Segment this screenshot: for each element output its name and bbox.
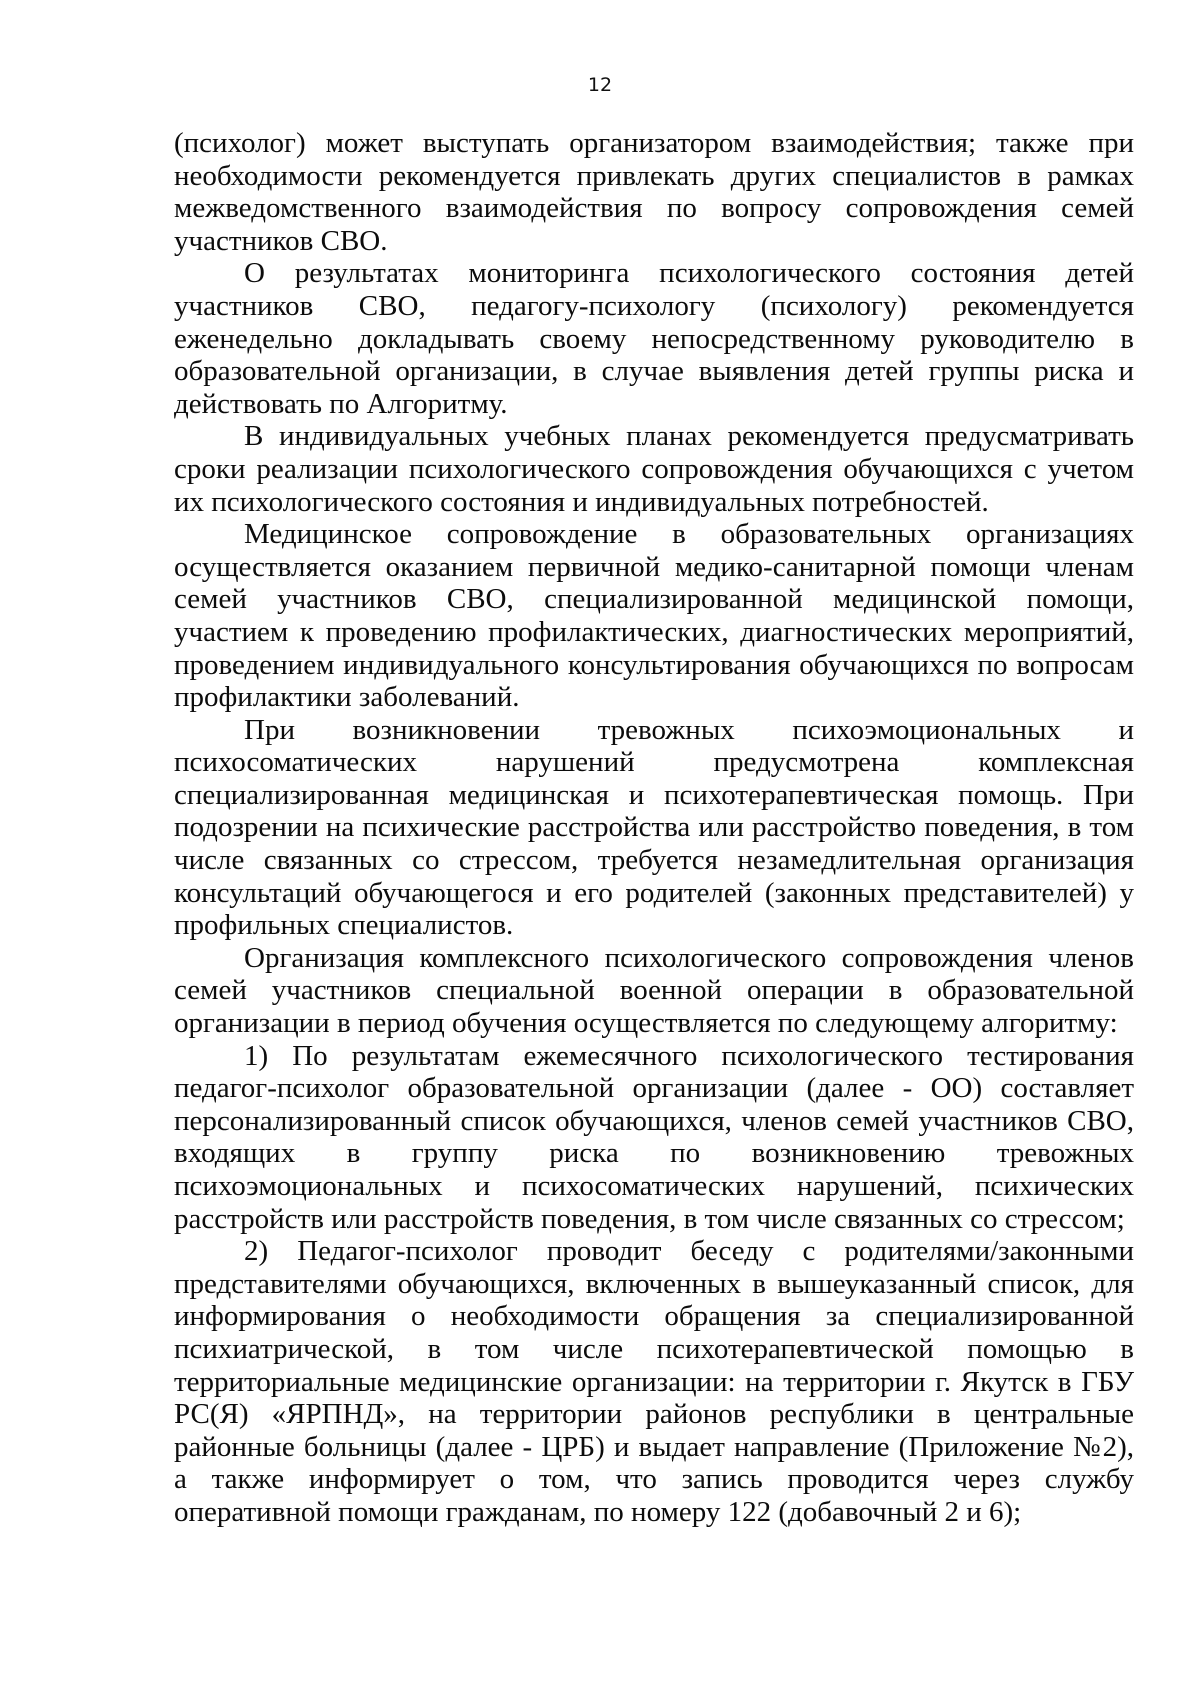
list-item-1: 1) По результатам ежемесячного психологического тестирования педагог-психолог образовательной организации (далее - ОО) составляет персонализированный список обучающихся, членов семей участников СВО, входящих в группу риска по возникновению тревожных психоэмоциональных и психосоматических нарушений, психических расстройств или расстройств поведения, в том числе связанных со стрессом;: [174, 1039, 1134, 1235]
paragraph-continuation: (психолог) может выступать организатором взаимодействия; также при необходимости рекомендуется привлекать других специалистов в рамках межведомственного взаимодействия по вопросу сопровождения семей участников СВО.: [174, 127, 1134, 257]
paragraph-individual-plans: В индивидуальных учебных планах рекомендуется предусматривать сроки реализации психологического сопровождения обучающихся с учетом их психологического состояния и индивидуальных потребностей.: [174, 420, 1134, 518]
paragraph-disorders-assistance: При возникновении тревожных психоэмоциональных и психосоматических нарушений предусмотрена комплексная специализированная медицинская и психотерапевтическая помощь. При подозрении на психические расстройства или расстройство поведения, в том числе связанных со стрессом, требуется незамедлительная организация консультаций обучающегося и его родителей (законных представителей) у профильных специалистов.: [174, 713, 1134, 942]
paragraph-algorithm-intro: Организация комплексного психологического сопровождения членов семей участников специальной военной операции в образовательной организации в период обучения осуществляется по следующему алгоритму:: [174, 941, 1134, 1040]
paragraph-medical-support: Медицинское сопровождение в образовательных организациях осуществляется оказанием первичной медико-санитарной помощи членам семей участников СВО, специализированной медицинской помощи, участием к проведению профилактических, диагностических мероприятий, проведением индивидуального консультирования обучающихся по вопросам профилактики заболеваний.: [174, 518, 1134, 714]
list-item-2: 2) Педагог-психолог проводит беседу с родителями/законными представителями обучающихся, включенных в вышеуказанный список, для информирования о необходимости обращения за специализированной психиатрической, в том числе психотерапевтической помощью в территориальные медицинские организации: на территории г. Якутск в ГБУ РС(Я) «ЯРПНД», на территории районов республики в центральные районные больницы (далее - ЦРБ) и выдает направление (Приложение №2), а также информирует о том, что запись проводится через службу оперативной помощи гражданам, по номеру 122 (добавочный 2 и 6);: [174, 1235, 1134, 1528]
paragraph-monitoring-results: О результатах мониторинга психологического состояния детей участников СВО, педагогу-психологу (психологу) рекомендуется еженедельно докладывать своему непосредственному руководителю в образовательной организации, в случае выявления детей группы риска и действовать по Алгоритму.: [174, 257, 1134, 420]
body-text: [174, 127, 1134, 1529]
page-number: 12: [587, 74, 613, 96]
